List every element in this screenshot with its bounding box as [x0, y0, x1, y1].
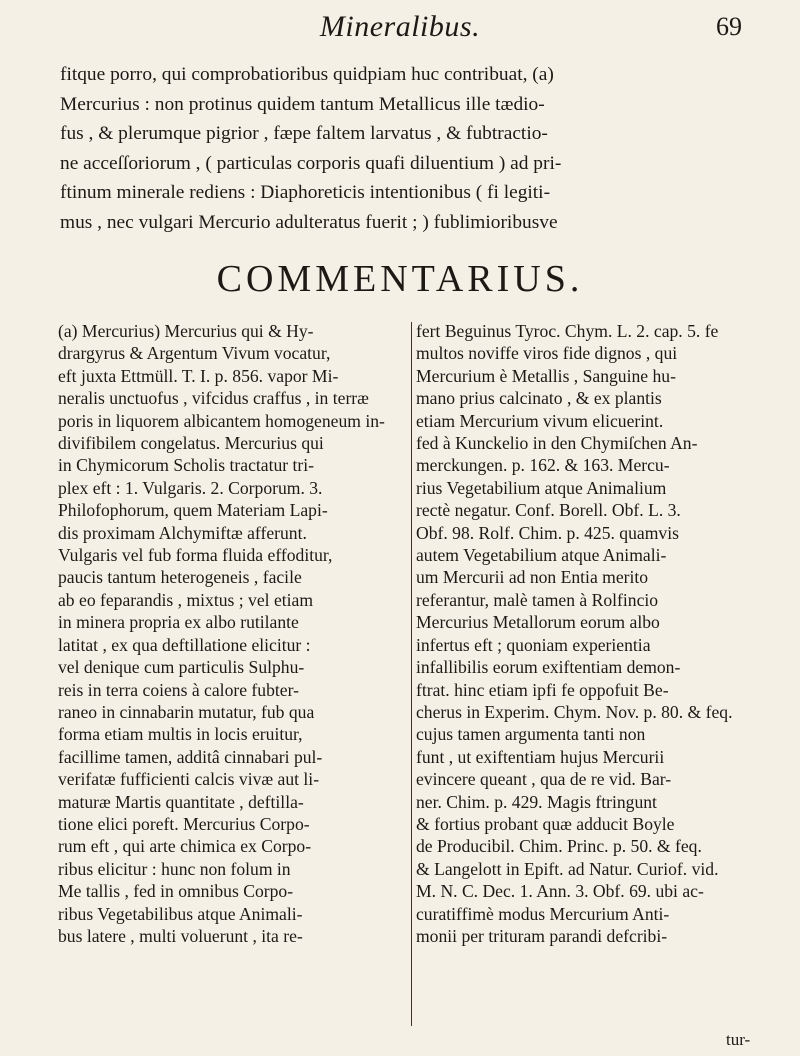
- left-column-line: eft juxta Ettmüll. T. I. p. 856. vapor Mi-: [58, 365, 339, 386]
- right-column-line: merckungen. p. 162. & 163. Mercu-: [416, 455, 670, 476]
- right-column-line: & fortius probant quæ adducit Boyle: [416, 813, 675, 834]
- right-column-line: ftrat. hinc etiam ipfi fe oppofuit Be-: [416, 679, 669, 700]
- right-column-line: ner. Chim. p. 429. Magis ftringunt: [416, 791, 657, 812]
- right-column-line: referantur, malè tamen à Rolfincio: [416, 589, 659, 610]
- left-column-line: facillime tamen, additâ cinnabari pul-: [58, 746, 323, 767]
- right-column-line: Mercurius Metallorum eorum albo: [416, 612, 660, 633]
- right-column-line: de Producibil. Chim. Princ. p. 50. & feq.: [416, 836, 702, 857]
- left-column-line: Philofophorum, quem Materiam Lapi-: [58, 500, 328, 521]
- left-column-line: ribus Vegetabilibus atque Animali-: [58, 903, 303, 924]
- right-column-line: cherus in Experim. Chym. Nov. p. 80. & feq.: [416, 701, 733, 722]
- left-column-line: tione elici poreft. Mercurius Corpo-: [58, 813, 310, 834]
- page-number: 69: [716, 12, 742, 41]
- intro-line: ne acceſſoriorum , ( particulas corporis quafi diluentium ) ad pri-: [60, 152, 562, 174]
- right-column-line: cujus tamen argumenta tanti non: [416, 724, 646, 745]
- left-column-line: vel denique cum particulis Sulphu-: [58, 657, 305, 678]
- section-heading: COMMENTARIUS.: [216, 258, 584, 300]
- right-column-line: etiam Mercurium vivum elicuerint.: [416, 410, 664, 431]
- catchword: tur-: [726, 1030, 751, 1049]
- intro-line: fus , & plerumque pigrior , fæpe faltem larvatus , & fubtractio-: [60, 123, 548, 145]
- right-column-line: multos noviffe viros fide dignos , qui: [416, 343, 678, 364]
- left-column-line: raneo in cinnabarin mutatur, fub qua: [58, 701, 315, 722]
- right-column-line: Obf. 98. Rolf. Chim. p. 425. quamvis: [416, 522, 679, 543]
- right-column-line: infertus eft ; quoniam experientia: [416, 634, 651, 655]
- right-column-line: M. N. C. Dec. 1. Ann. 3. Obf. 69. ubi ac-: [416, 881, 704, 902]
- left-column-line: ab eo feparandis , mixtus ; vel etiam: [58, 589, 314, 610]
- left-column-line: plex eft : 1. Vulgaris. 2. Corporum. 3.: [58, 477, 323, 498]
- right-column-line: rius Vegetabilium atque Animalium: [416, 477, 667, 498]
- right-column-line: & Langelott in Epift. ad Natur. Curiof. vid.: [416, 858, 719, 879]
- left-column-line: (a) Mercurius) Mercurius qui & Hy-: [58, 321, 314, 341]
- left-column-line: latitat , ex qua deftillatione elicitur :: [58, 634, 311, 655]
- left-column-line: reis in terra coiens à calore fubter-: [58, 679, 299, 700]
- left-column-line: forma etiam multis in locis eruitur,: [58, 724, 303, 745]
- intro-line: Mercurius : non protinus quidem tantum Metallicus ille tædio-: [60, 93, 545, 115]
- left-column-line: rum eft , qui arte chimica ex Corpo-: [58, 836, 312, 857]
- right-column-line: Mercurium è Metallis , Sanguine hu-: [416, 365, 676, 386]
- column-divider: [411, 322, 412, 1026]
- intro-line: mus , nec vulgari Mercurio adulteratus fuerit ; ) fublimioribusve: [60, 211, 558, 233]
- right-column-line: infallibilis eorum exiftentiam demon-: [416, 657, 681, 678]
- right-column-line: curatiffimè modus Mercurium Anti-: [416, 903, 670, 924]
- intro-line: fitque porro, qui comprobatioribus quidpiam huc contribuat, (a): [60, 64, 554, 85]
- left-column-line: bus latere , multi voluerunt , ita re-: [58, 925, 303, 946]
- left-column-line: maturæ Martis quantitate , deftilla-: [58, 791, 304, 812]
- left-column-line: Vulgaris vel fub forma fluida effoditur,: [58, 545, 333, 566]
- left-column-line: Me tallis , fed in omnibus Corpo-: [58, 881, 294, 902]
- intro-line: ftinum minerale rediens : Diaphoreticis intentionibus ( fi legiti-: [60, 182, 551, 204]
- right-column-line: autem Vegetabilium atque Animali-: [416, 545, 667, 566]
- right-column-line: fert Beguinus Tyroc. Chym. L. 2. cap. 5. fe: [416, 321, 719, 341]
- left-column: [58, 320, 408, 947]
- left-column-line: ribus elicitur : hunc non folum in: [58, 858, 291, 879]
- right-column-line: fed à Kunckelio in den Chymiſchen An-: [416, 433, 698, 454]
- left-column-line: in minera propria ex albo rutilante: [58, 612, 299, 633]
- right-column-line: funt , ut exiftentiam hujus Mercurii: [416, 746, 665, 767]
- left-column-line: paucis tantum heterogeneis , facile: [58, 567, 302, 588]
- right-column: [416, 320, 756, 947]
- intro-paragraph: [60, 60, 750, 238]
- running-head: [0, 10, 800, 58]
- left-column-line: verifatæ fufficienti calcis vivæ aut li-: [58, 769, 320, 790]
- left-column-line: poris in liquorem albicantem homogeneum in-: [58, 410, 385, 431]
- left-column-line: dis proximam Alchymiftæ afferunt.: [58, 522, 307, 543]
- left-column-line: neralis unctuofus , vifcidus craffus , in terræ: [58, 388, 369, 409]
- left-column-line: in Chymicorum Scholis tractatur tri-: [58, 455, 315, 476]
- right-column-line: evincere queant , qua de re vid. Bar-: [416, 769, 672, 790]
- left-column-line: divifibilem congelatus. Mercurius qui: [58, 433, 324, 454]
- right-column-line: rectè negatur. Conf. Borell. Obf. L. 3.: [416, 500, 681, 521]
- right-column-line: mano prius calcinato , & ex plantis: [416, 388, 662, 409]
- running-title: Mineralibus.: [319, 10, 481, 43]
- right-column-line: monii per trituram parandi defcribi-: [416, 925, 668, 946]
- right-column-line: um Mercurii ad non Entia merito: [416, 567, 649, 588]
- left-column-line: drargyrus & Argentum Vivum vocatur,: [58, 343, 331, 364]
